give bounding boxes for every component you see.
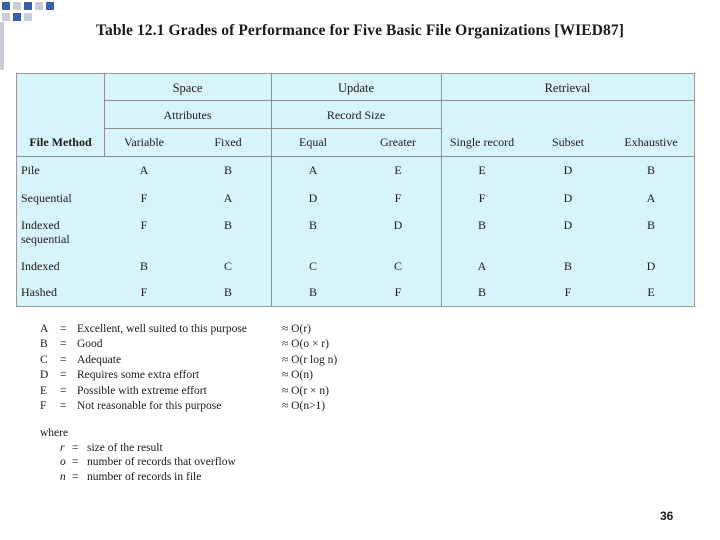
row-label: Pile xyxy=(21,163,40,177)
grade-cell: A xyxy=(646,191,656,205)
legend-order: ≈ O(r) xyxy=(282,323,311,335)
grade-cell: B xyxy=(563,259,572,273)
legend-grade: E xyxy=(40,384,48,397)
legend-meaning: Possible with extreme effort xyxy=(77,384,207,397)
legend-equals: = xyxy=(60,384,67,397)
variable-definitions xyxy=(40,426,236,484)
slide-title: Table 12.1 Grades of Performance for Five Basic File Organizations [WIED87] xyxy=(96,22,624,39)
grade-cell: B xyxy=(139,259,148,273)
legend-equals: = xyxy=(60,338,67,351)
grade-cell: B xyxy=(223,285,232,299)
legend-meaning: Requires some extra effort xyxy=(77,369,200,382)
row-label: Indexed sequential xyxy=(21,218,70,246)
grade-cell: D xyxy=(563,218,573,232)
grade-cell: D xyxy=(308,191,318,205)
where-row xyxy=(40,441,163,456)
column-header: Greater xyxy=(380,135,416,149)
where-meaning: number of records in file xyxy=(87,470,202,483)
where-var: o xyxy=(60,456,66,469)
where-meaning: size of the result xyxy=(87,441,163,454)
table-rule xyxy=(104,100,694,101)
where-row xyxy=(40,455,236,470)
header-retrieval: Retrieval xyxy=(544,81,591,95)
legend-equals: = xyxy=(60,399,67,412)
row-label: Hashed xyxy=(21,285,57,299)
deco-square xyxy=(24,13,32,21)
grade-cell: F xyxy=(140,191,148,205)
legend-order: ≈ O(o × r) xyxy=(282,338,329,351)
grade-cell: D xyxy=(393,218,403,232)
header-update: Update xyxy=(337,81,375,95)
legend-equals: = xyxy=(60,353,67,366)
grade-cell: B xyxy=(308,218,317,232)
legend-grade: C xyxy=(40,353,48,366)
row-label: Indexed xyxy=(21,259,60,273)
grade-cell: B xyxy=(223,218,232,232)
grade-cell: D xyxy=(563,163,573,177)
legend-meaning: Not reasonable for this purpose xyxy=(77,399,222,412)
where-meaning: number of records that overflow xyxy=(87,456,236,469)
column-header: Exhaustive xyxy=(624,135,678,149)
grade-cell: C xyxy=(308,259,317,273)
grade-cell: F xyxy=(564,285,572,299)
where-equals: = xyxy=(72,456,79,469)
column-header: Equal xyxy=(299,135,327,149)
legend-grade: A xyxy=(40,323,49,335)
legend-grade: D xyxy=(40,369,49,382)
legend-meaning: Good xyxy=(77,338,103,351)
where-row xyxy=(40,470,202,485)
legend-order: ≈ O(n) xyxy=(282,369,313,382)
header-attributes: Attributes xyxy=(163,108,212,122)
deco-square xyxy=(2,13,10,21)
column-header: Subset xyxy=(551,135,584,149)
header-record-size: Record Size xyxy=(326,108,386,122)
legend-meaning: Excellent, well suited to this purpose xyxy=(77,323,247,335)
grade-cell: A xyxy=(477,259,487,273)
deco-square xyxy=(2,2,10,10)
legend-meaning: Adequate xyxy=(77,353,122,366)
deco-square xyxy=(13,2,21,10)
column-header: Single record xyxy=(449,135,515,149)
where-equals: = xyxy=(72,441,79,454)
legend-order: ≈ O(r × n) xyxy=(282,384,329,397)
grade-cell: F xyxy=(140,218,148,232)
grade-cell: B xyxy=(646,218,655,232)
grade-cell: B xyxy=(308,285,317,299)
legend-equals: = xyxy=(60,323,67,335)
where-heading: where xyxy=(40,427,69,439)
grade-cell: B xyxy=(223,163,232,177)
grade-cell: C xyxy=(223,259,232,273)
grade-cell: B xyxy=(477,285,486,299)
grade-cell: A xyxy=(139,163,149,177)
grade-cell: A xyxy=(308,163,318,177)
grade-cell: F xyxy=(478,191,486,205)
column-header-file-method: File Method xyxy=(29,135,92,149)
table-rule xyxy=(104,128,441,129)
deco-square xyxy=(35,2,43,10)
grade-cell: F xyxy=(394,285,402,299)
legend-equals: = xyxy=(60,369,67,382)
grade-cell: A xyxy=(223,191,233,205)
column-header: Fixed xyxy=(214,135,242,149)
grade-cell: B xyxy=(477,218,486,232)
where-var: r xyxy=(60,441,65,454)
row-label: Sequential xyxy=(21,191,72,205)
legend-order: ≈ O(r log n) xyxy=(282,353,338,366)
table-rule xyxy=(17,156,694,157)
grade-cell: B xyxy=(646,163,655,177)
deco-square xyxy=(24,2,32,10)
legend-grade: F xyxy=(40,399,47,412)
deco-square xyxy=(13,13,21,21)
corner-decoration xyxy=(0,0,60,24)
grade-cell: D xyxy=(563,191,573,205)
legend-order: ≈ O(n>1) xyxy=(282,399,326,412)
grade-cell: D xyxy=(646,259,656,273)
grades-table xyxy=(16,73,695,307)
page-number: 36 xyxy=(660,509,674,523)
where-equals: = xyxy=(72,470,79,483)
grade-cell: F xyxy=(394,191,402,205)
where-var: n xyxy=(60,470,66,483)
deco-square xyxy=(46,2,54,10)
grade-cell: E xyxy=(478,163,486,177)
grade-cell: F xyxy=(140,285,148,299)
legend-grade: B xyxy=(40,338,48,351)
grade-cell: E xyxy=(647,285,655,299)
grade-cell: E xyxy=(394,163,402,177)
grade-cell: C xyxy=(393,259,402,273)
column-header: Variable xyxy=(124,135,164,149)
header-space: Space xyxy=(172,81,203,95)
